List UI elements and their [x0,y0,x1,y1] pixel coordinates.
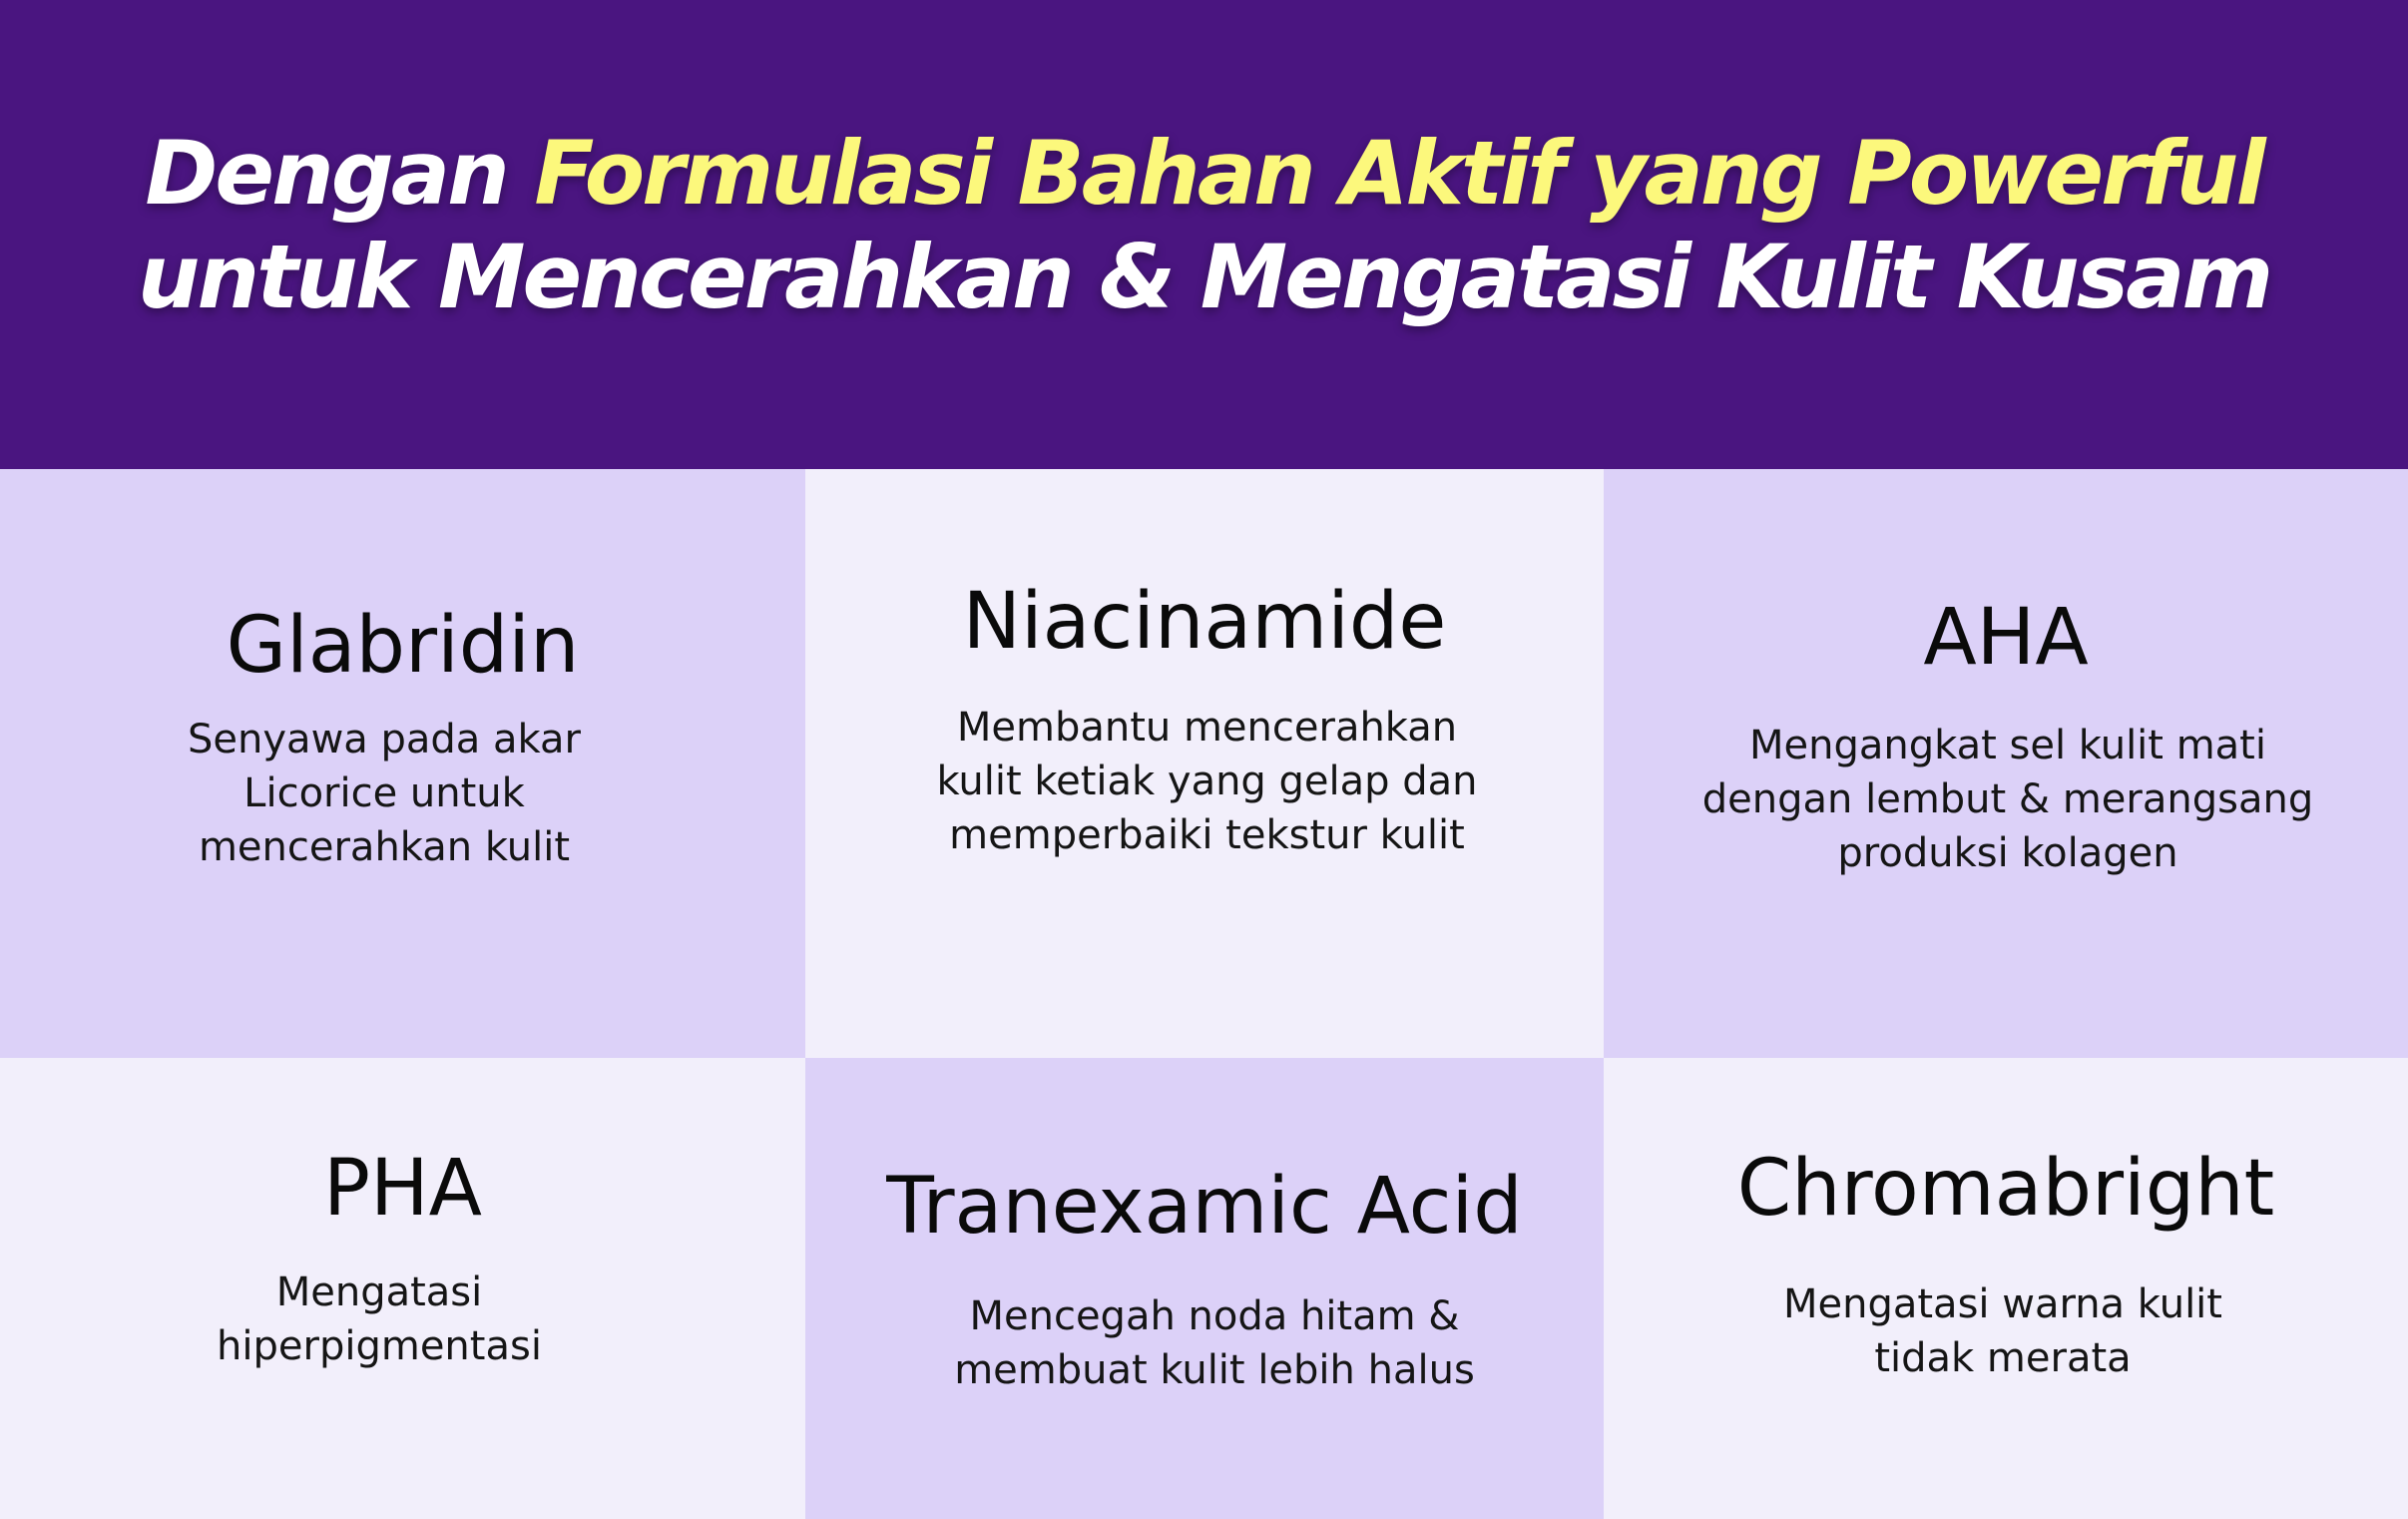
ingredient-name: AHA [1923,593,2089,683]
ingredient-grid [0,469,2408,1519]
ingredient-name: Tranexamic Acid [886,1162,1523,1252]
title-part1: Dengan [145,122,507,225]
ingredient-name: Glabridin [226,601,580,691]
ingredient-card-aha [1604,469,2408,1058]
ingredient-description: Senyawa pada akar Licorice untuk mencerahkan kulit [188,717,581,870]
title-line2: untuk Mencerahkan & Mengatasi Kulit Kusam [137,226,2271,328]
page-title [0,122,2408,329]
ingredient-name: PHA [322,1144,483,1234]
ingredient-name: Niacinamide [962,577,1447,667]
ingredient-card-tranexamic-acid [805,1058,1604,1519]
header-banner [0,0,2408,469]
ingredient-card-pha [0,1058,805,1519]
ingredient-name: Chromabright [1736,1144,2275,1234]
title-highlight: Formulasi Bahan Aktif yang Powerful [534,122,2263,225]
ingredient-card-glabridin [0,469,805,1058]
ingredient-description: Membantu mencerahkan kulit ketiak yang gelap dan memperbaiki tekstur kulit [936,705,1478,858]
ingredient-card-niacinamide [805,469,1604,1058]
ingredient-description: Mengatasi hiperpigmentasi [217,1269,542,1369]
ingredient-description: Mengangkat sel kulit mati dengan lembut & merangsang produksi kolagen [1701,723,2314,876]
ingredient-description: Mengatasi warna kulit tidak merata [1783,1281,2222,1381]
ingredient-card-chromabright [1604,1058,2408,1519]
ingredient-description: Mencegah noda hitam & membuat kulit lebih halus [954,1293,1475,1393]
